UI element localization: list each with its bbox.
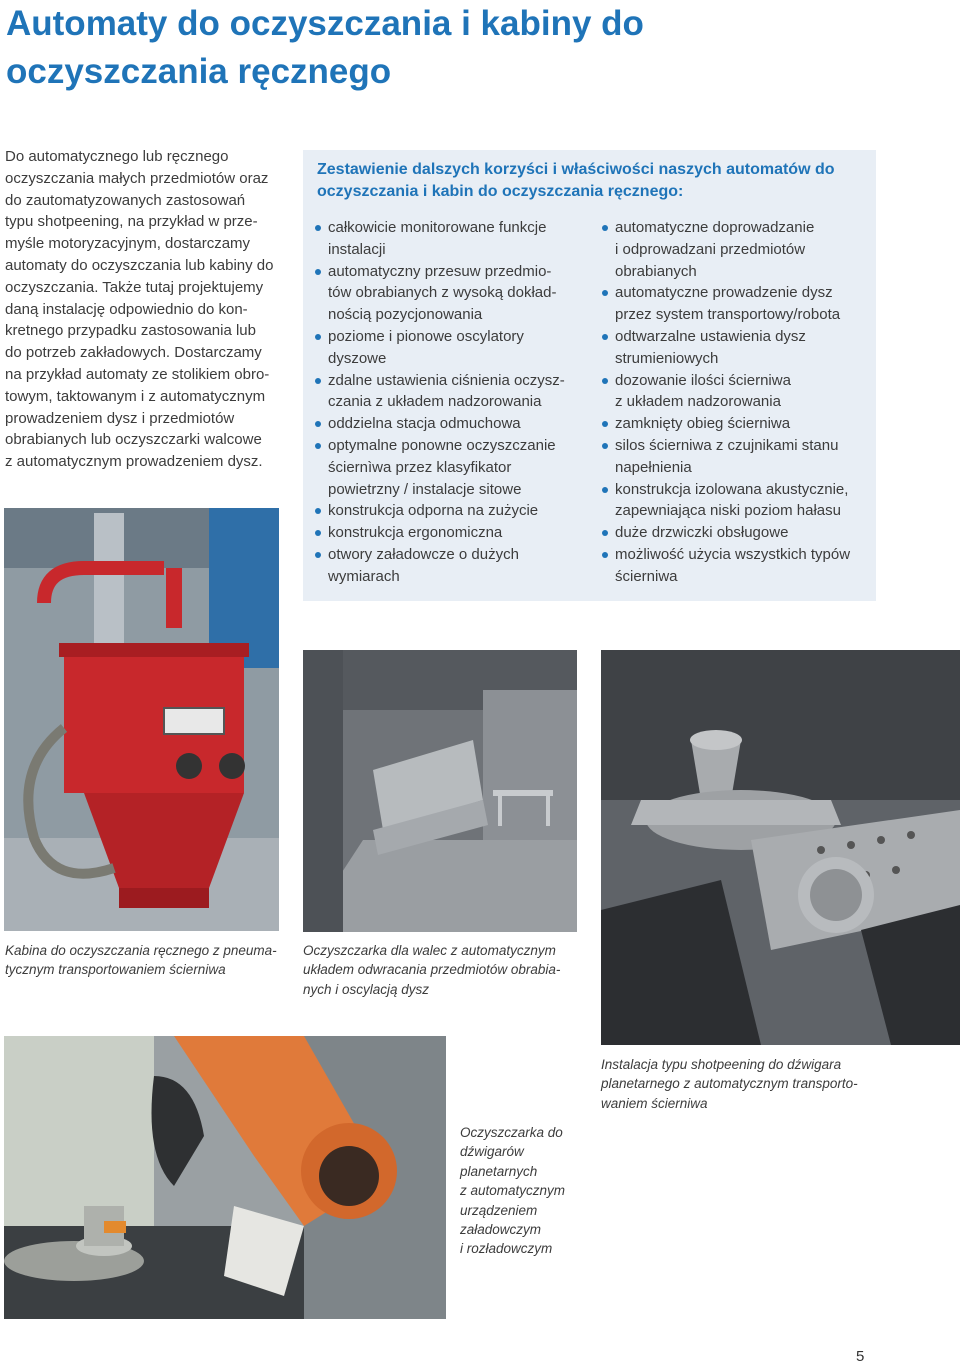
list-item: automatyczne prowadzenie dysz przez system transportowy/robota xyxy=(602,282,870,326)
list-item: zdalne ustawienia ciśnienia oczysz- czania z układem nadzorowania xyxy=(315,370,585,414)
list-item: automatyczne doprowadzanie i odprowadzani przedmiotów obrabianych xyxy=(602,217,870,282)
benefits-heading xyxy=(317,159,862,203)
list-item: optymalne ponowne oczyszczanie ściernìwa przez klasyfikator powietrzny / instalacje sitowe xyxy=(315,435,585,500)
list-item: otwory załadowcze o dużych wymiarach xyxy=(315,544,585,588)
list-item: duże drzwiczki obsługowe xyxy=(602,522,870,544)
list-item: automatyczny przesuw przedmio- tów obrabianych z wysoką dokład- nością pozycjonowania xyxy=(315,261,585,326)
benefits-heading-line-1: Zestawienie dalszych korzyści i właściwości naszych automatów do xyxy=(317,161,835,178)
list-item: zamknięty obieg ścierniwa xyxy=(602,413,870,435)
list-item: dozowanie ilości ścierniwa z układem nadzorowania xyxy=(602,370,870,414)
cabin-photo xyxy=(4,508,279,931)
page-number: 5 xyxy=(856,1348,865,1365)
benefits-heading-line-2: oczyszczania i kabin do oczyszczania ręcznego: xyxy=(317,183,684,200)
cabin-caption: Kabina do oczyszczania ręcznego z pneuma- tycznym transportowaniem ścierniwa xyxy=(5,943,277,978)
list-item: odtwarzalne ustawienia dysz strumieniowych xyxy=(602,326,870,370)
benefits-box xyxy=(303,150,876,601)
list-item: konstrukcja ergonomiczna xyxy=(315,522,585,544)
list-item: konstrukcja odporna na zużycie xyxy=(315,500,585,522)
roller-blaster-photo xyxy=(303,650,577,932)
planetary-caption: Oczyszczarka do dźwigarów planetarnych z automatycznym urządzeniem załadowczym i rozładowczym xyxy=(460,1125,566,1257)
list-item: możliwość użycia wszystkich typów ścierniwa xyxy=(602,544,870,588)
benefits-list-right xyxy=(602,217,870,588)
benefits-list-left xyxy=(315,217,585,588)
intro-paragraph: Do automatycznego lub ręcznego oczyszczania małych przedmiotów oraz do zautomatyzowanych zastosowań typu shotpeening, na przykład w prze- myśle motoryzacyjnym, dostarczamy automaty do oczyszczania lub kabiny do oczyszczania. Także tutaj projektujemy daną instalację odpowiednio do kon- kretnego przypadku zastosowania lub do potrzeb zakładowych. Dostarczamy na przykład automaty ze stolikiem obro- towym, taktowanym i z automatycznym prowadzeniem dysz i przedmiotów obrabianych lub oczyszczarki walcowe z automatycznym prowadzeniem dysz. xyxy=(5,148,274,471)
list-item: poziome i pionowe oscylatory dyszowe xyxy=(315,326,585,370)
shotpeening-photo xyxy=(601,650,960,1045)
title-line-2: oczyszczania ręcznego xyxy=(6,52,392,91)
planetary-blaster-photo xyxy=(4,1036,446,1319)
list-item: całkowicie monitorowane funkcje instalacji xyxy=(315,217,585,261)
title-line-1: Automaty do oczyszczania i kabiny do xyxy=(6,4,644,43)
list-item: silos ścierniwa z czujnikami stanu napełnienia xyxy=(602,435,870,479)
list-item: konstrukcja izolowana akustycznie, zapewniająca niski poziom hałasu xyxy=(602,479,870,523)
page-title xyxy=(6,0,766,96)
shotpeening-caption: Instalacja typu shotpeening do dźwigara planetarnego z automatycznym transporto- waniem ścierniwa xyxy=(601,1057,858,1111)
list-item: oddzielna stacja odmuchowa xyxy=(315,413,585,435)
roller-caption: Oczyszczarka dla walec z automatycznym układem odwracania przedmiotów obrabia- nych i oscylacją dysz xyxy=(303,943,561,997)
